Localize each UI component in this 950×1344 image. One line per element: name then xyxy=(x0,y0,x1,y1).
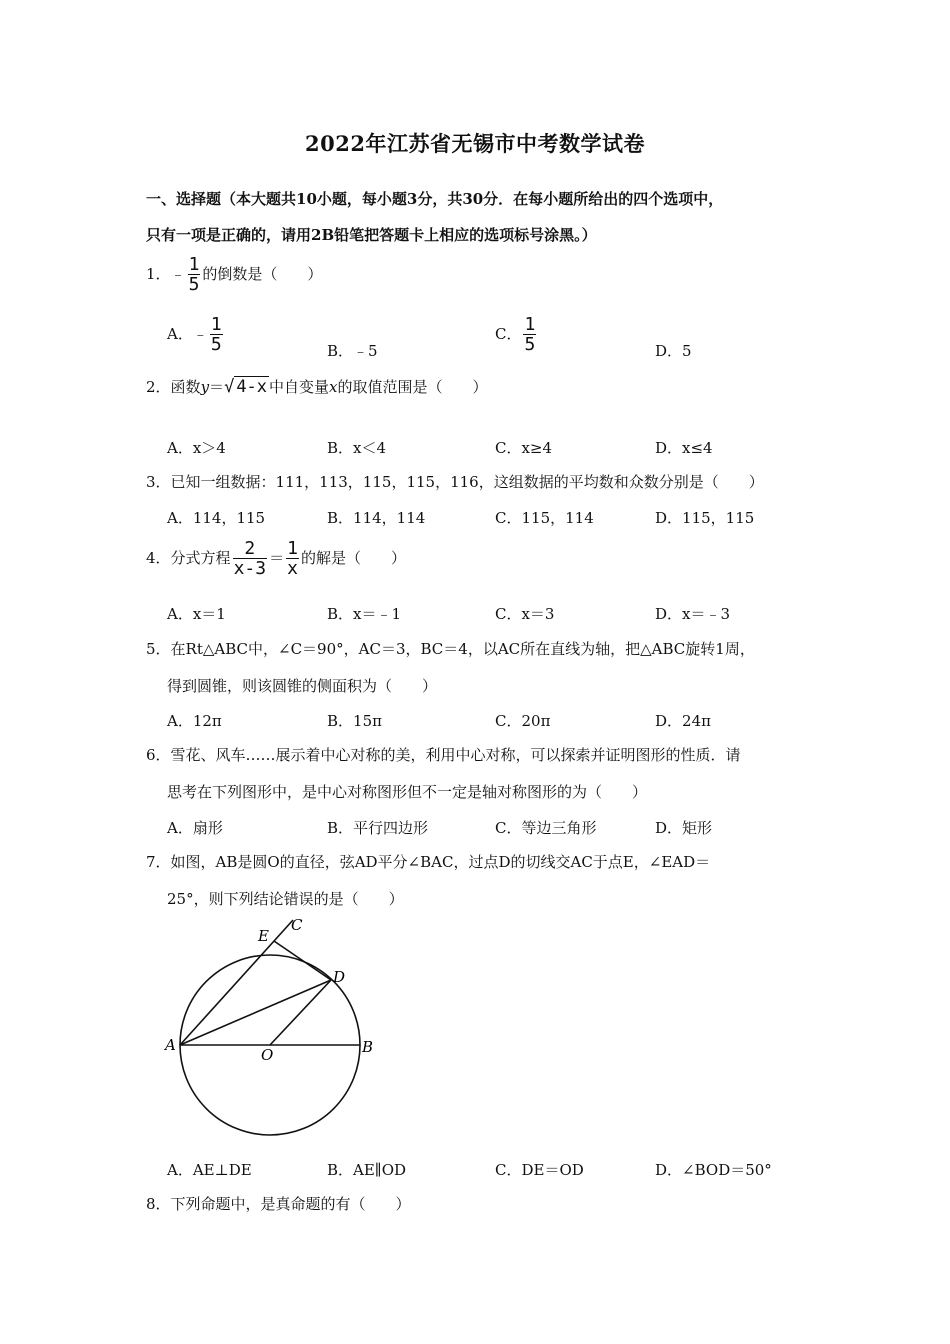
question-5 xyxy=(146,638,755,659)
question-8 xyxy=(146,1193,411,1214)
negative-sign: ﹣ xyxy=(192,325,208,343)
option-d[interactable]: D．24π xyxy=(655,712,711,730)
question-5-line2: 得到圆锥，则该圆锥的侧面积为（ ） xyxy=(167,677,438,695)
section-heading-line1: 一、选择题（本大题共10小题，每小题3分，共30分．在每小题所给出的四个选项中， xyxy=(146,190,724,208)
option-b[interactable]: B．15π xyxy=(327,712,382,730)
question-text: 的解是（ ） xyxy=(300,549,406,567)
option-a[interactable]: A．x＝1 xyxy=(167,605,226,623)
question-number: 2． xyxy=(146,378,171,396)
fraction-numerator: 2 xyxy=(244,538,256,559)
variable-x: x xyxy=(329,378,338,396)
question-3 xyxy=(146,471,764,492)
fraction xyxy=(210,316,223,354)
option-d[interactable]: D．x＝﹣3 xyxy=(655,605,731,623)
option-d[interactable]: D．115，115 xyxy=(655,509,755,527)
question-text: 下列命题中，是真命题的有（ ） xyxy=(170,1195,411,1213)
label-d: D xyxy=(333,968,346,986)
question-7-line2: 25°，则下列结论错误的是（ ） xyxy=(167,890,404,908)
fraction xyxy=(286,540,299,578)
negative-sign: ﹣ xyxy=(170,265,186,283)
option-c[interactable] xyxy=(495,316,538,354)
question-text: 如图，AB是圆O的直径，弦AD平分∠BAC，过点D的切线交AC于点E，∠EAD＝ xyxy=(170,853,711,871)
option-d[interactable]: D．5 xyxy=(655,342,692,360)
page-title: 2022年江苏省无锡市中考数学试卷 xyxy=(305,131,645,156)
label-b: B xyxy=(362,1038,374,1056)
question-6-line2: 思考在下列图形中，是中心对称图形但不一定是轴对称图形的为（ ） xyxy=(167,783,648,801)
option-c[interactable]: C．20π xyxy=(495,712,551,730)
line-ac xyxy=(180,920,293,1045)
question-4 xyxy=(146,540,406,578)
option-a[interactable]: A．12π xyxy=(167,712,222,730)
label-c: C xyxy=(291,916,303,934)
option-b[interactable]: B．114，114 xyxy=(327,509,426,527)
option-a[interactable] xyxy=(167,316,225,354)
label-o: O xyxy=(261,1046,274,1064)
option-b[interactable]: B．x＝﹣1 xyxy=(327,605,402,623)
question-text: 分式方程 xyxy=(170,549,231,567)
option-a[interactable]: A．114，115 xyxy=(167,509,266,527)
question-number: 3． xyxy=(146,473,171,491)
option-c[interactable]: C．DE＝OD xyxy=(495,1161,584,1179)
question-text: 已知一组数据：111，113，115，115，116，这组数据的平均数和众数分别是（ ） xyxy=(170,473,764,491)
option-b[interactable]: B．x＜4 xyxy=(327,439,387,457)
question-text: 函数 xyxy=(170,378,201,396)
section-heading-line2: 只有一项是正确的，请用2B铅笔把答题卡上相应的选项标号涂黑。） xyxy=(146,226,597,244)
question-text: 的倒数是（ ） xyxy=(202,265,323,283)
option-b[interactable]: B．﹣5 xyxy=(327,342,378,360)
question-text: 在Rt△ABC中，∠C＝90°，AC＝3，BC＝4，以AC所在直线为轴，把△ABC旋转1周， xyxy=(170,640,755,658)
question-text: 雪花、风车……展示着中心对称的美，利用中心对称，可以探索并证明图形的性质．请 xyxy=(170,746,741,764)
question-6 xyxy=(146,744,741,765)
option-d[interactable]: D．矩形 xyxy=(655,819,713,837)
question-number: 6． xyxy=(146,746,171,764)
square-root: √ 4-x xyxy=(224,377,268,397)
question-number: 1． xyxy=(146,265,171,283)
option-a[interactable]: A．AE⊥DE xyxy=(167,1161,252,1179)
option-c[interactable]: C．x≥4 xyxy=(495,439,553,457)
option-a[interactable]: A．扇形 xyxy=(167,819,223,837)
fraction-denominator: x xyxy=(287,558,298,579)
question-number: 7． xyxy=(146,853,171,871)
question-number: 4． xyxy=(146,549,171,567)
option-c-label: C． xyxy=(495,325,522,343)
fraction-denominator: 5 xyxy=(210,334,222,355)
option-a[interactable]: A．x＞4 xyxy=(167,439,226,457)
fraction-denominator: x-3 xyxy=(233,558,267,579)
option-b[interactable]: B．平行四边形 xyxy=(327,819,429,837)
tangent-de xyxy=(274,941,331,980)
fraction xyxy=(233,540,268,578)
option-b[interactable]: B．AE∥OD xyxy=(327,1161,407,1179)
option-d[interactable]: D．x≤4 xyxy=(655,439,713,457)
question-2 xyxy=(146,376,488,397)
radicand: 4-x xyxy=(236,377,268,397)
geometry-figure xyxy=(150,910,400,1150)
question-7 xyxy=(146,851,710,872)
radius-od xyxy=(270,980,331,1045)
fraction xyxy=(188,256,201,294)
question-number: 5． xyxy=(146,640,171,658)
option-d[interactable]: D．∠BOD＝50° xyxy=(655,1161,772,1179)
question-text: 中自变量 xyxy=(269,378,330,396)
label-e: E xyxy=(258,927,269,945)
question-1 xyxy=(146,256,322,294)
equals-sign: ＝ xyxy=(269,549,285,567)
option-c[interactable]: C．等边三角形 xyxy=(495,819,597,837)
option-c[interactable]: C．115，114 xyxy=(495,509,594,527)
fraction-denominator: 5 xyxy=(524,334,536,355)
variable-y: y xyxy=(200,378,210,396)
fraction xyxy=(523,316,536,354)
chord-ad xyxy=(180,980,331,1045)
fraction-numerator: 1 xyxy=(188,254,200,275)
question-text: 的取值范围是（ ） xyxy=(337,378,488,396)
option-a-label: A． xyxy=(167,325,193,343)
equals-sign: ＝ xyxy=(209,378,225,396)
question-number: 8． xyxy=(146,1195,171,1213)
fraction-numerator: 1 xyxy=(210,314,222,335)
fraction-denominator: 5 xyxy=(188,274,200,295)
option-c[interactable]: C．x＝3 xyxy=(495,605,555,623)
fraction-numerator: 1 xyxy=(287,538,298,559)
fraction-numerator: 1 xyxy=(524,314,536,335)
label-a: A xyxy=(165,1036,176,1054)
